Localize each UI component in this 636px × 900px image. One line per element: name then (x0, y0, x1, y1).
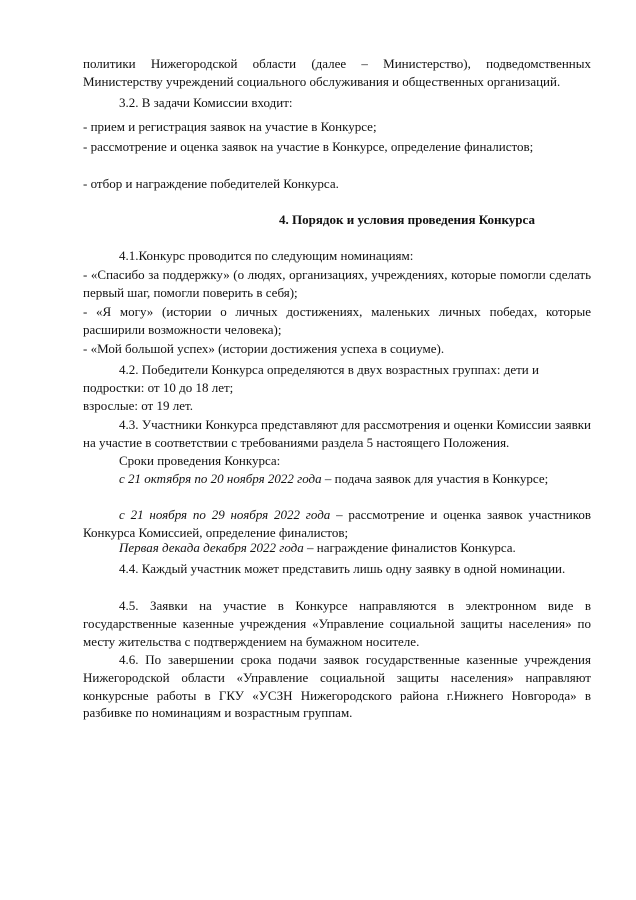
p45-paragraph: 4.5. Заявки на участие в Конкурсе направляются в электронном виде в государственные казенные учреждения «Управление социальной защиты населения» по месту жительства с подтверждением на бумажном носителе. (83, 598, 591, 649)
tasks-lead: 3.2. В задачи Комиссии входит: (119, 95, 293, 110)
task-item: - рассмотрение и оценка заявок на участие в Конкурсе, определение финалистов; (83, 139, 534, 154)
nomination-item: - «Мой большой успех» (истории достижения успеха в социуме). (83, 341, 445, 356)
schedule-lead: Сроки проведения Конкурса: (119, 453, 281, 468)
task-item: - прием и регистрация заявок на участие в Конкурсе; (83, 119, 377, 134)
nomination-item: - «Спасибо за поддержку» (о людях, организациях, учреждениях, которые помогли сделать первый шаг, помогли поверить в себя); (83, 267, 591, 300)
p42-paragraph (83, 361, 591, 414)
schedule-item (83, 506, 591, 542)
p42-line: 4.2. Победители Конкурса определяются в двух возрастных группах: дети и (119, 362, 539, 377)
schedule-period: с 21 ноября по 29 ноября 2022 года (119, 507, 331, 522)
section-title (83, 211, 591, 229)
p44-paragraph: 4.4. Каждый участник может представить лишь одну заявку в одной номинации. (119, 561, 566, 576)
schedule-text: – подача заявок для участия в Конкурсе; (321, 471, 549, 486)
schedule-text: – награждение финалистов Конкурса. (303, 540, 516, 555)
schedule-item (83, 539, 591, 557)
p43-paragraph: 4.3. Участники Конкурса представляют для рассмотрения и оценки Комиссии заявки на участие в соответствии с требованиями раздела 5 настоящего Положения. (83, 417, 591, 450)
schedule-text: – рассмотрение и оценка заявок участников Конкурса Комиссией, определение финалистов; (83, 507, 591, 540)
nomination-item: - «Я могу» (истории о личных достижениях, маленьких личных победах, которые расширили возможности человека); (83, 304, 591, 337)
section-title-text: 4. Порядок и условия проведения Конкурса (279, 212, 535, 227)
schedule-period: Первая декада декабря 2022 года (119, 540, 304, 555)
p46-paragraph: 4.6. По завершении срока подачи заявок государственные казенные учреждения Нижегородской области «Управление социальной защиты населения» направляют конкурсные работы в ГКУ «УСЗН Нижегородского района г.Нижнего Новгорода» в разбивке по номинациям и возрастным группам. (83, 652, 591, 721)
schedule-period: с 21 октября по 20 ноября 2022 года (119, 471, 322, 486)
p42-line: взрослые: от 19 лет. (83, 397, 193, 413)
p42-line: подростки: от 10 до 18 лет; (83, 379, 234, 395)
schedule-item (83, 470, 591, 488)
p41-lead: 4.1.Конкурс проводится по следующим номинациям: (119, 248, 414, 263)
task-item: - отбор и награждение победителей Конкурса. (83, 176, 339, 191)
intro-continuation: политики Нижегородской области (далее – Министерство), подведомственных Министерству учреждений социального обслуживания и общественных организаций. (83, 56, 591, 89)
